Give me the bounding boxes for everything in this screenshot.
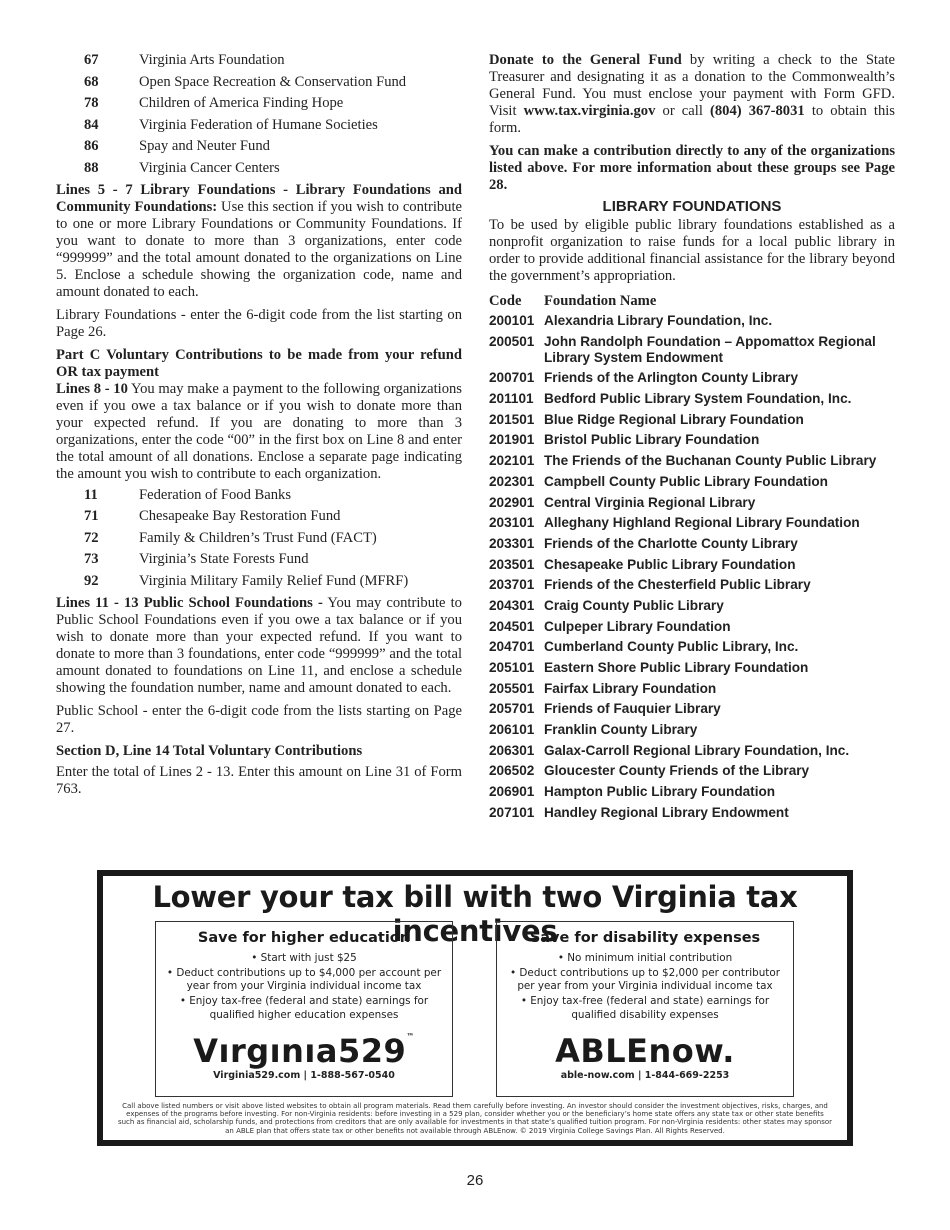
tax-incentive-ad: [97, 870, 853, 1146]
item-code: 86: [84, 138, 99, 155]
foundation-name: Hampton Public Library Foundation: [544, 784, 776, 800]
virginia529-contact[interactable]: Virginia529.com | 1-888-567-0540: [213, 1070, 395, 1082]
table-row: [489, 555, 895, 576]
foundation-code: 205501: [489, 680, 535, 696]
page-number: 26: [466, 1172, 484, 1189]
foundation-code: 201101: [489, 391, 534, 407]
table-row: [489, 513, 895, 534]
item-code: 11: [84, 486, 98, 503]
foundation-list: [489, 311, 895, 824]
foundation-name: Alexandria Library Foundation, Inc.: [544, 313, 773, 328]
direct-contribution-note: You can make a contribution directly to any of the organizations listed above. For more information about these groups see Page 28.: [489, 143, 895, 193]
foundation-code: 203301: [489, 535, 535, 551]
tax-website-link[interactable]: www.tax.virginia.gov: [523, 103, 656, 119]
foundation-code: 205701: [489, 701, 535, 717]
item-code: 92: [84, 572, 99, 589]
general-fund-paragraph: [489, 52, 895, 137]
foundation-code: 203501: [489, 556, 535, 572]
bullet-item: • No minimum initial contribution: [557, 952, 733, 964]
table-row: [489, 575, 895, 596]
part-c-heading: Part C Voluntary Contributions to be made from your refund OR tax payment: [56, 346, 462, 380]
code-column-header: Code: [489, 293, 522, 309]
foundation-code: 204701: [489, 639, 535, 655]
item-name: Federation of Food Banks: [139, 486, 292, 503]
table-row: [489, 410, 895, 431]
foundation-name: Cumberland County Public Library, Inc.: [544, 639, 799, 655]
item-name: Open Space Recreation & Conservation Fund: [139, 73, 407, 90]
logo-text: Vırgınıa529: [193, 1032, 407, 1071]
organization-code-list: [56, 52, 462, 182]
tax-phone-number: (804) 367-8031: [710, 103, 805, 119]
lines-5-7-paragraph: [56, 182, 462, 301]
ablenow-contact[interactable]: able-now.com | 1-844-669-2253: [560, 1070, 730, 1082]
item-code: 72: [84, 529, 99, 546]
foundation-code: 206101: [489, 722, 535, 738]
box-title: Save for higher education: [197, 930, 411, 946]
general-fund-body-3: to obtain this form.: [489, 103, 895, 136]
lines-8-10-heading: Lines 8 - 10: [56, 380, 128, 397]
item-code: 71: [84, 508, 99, 525]
list-item: [56, 487, 462, 509]
ablenow-box: [496, 921, 794, 1097]
section-d-heading: Section D, Line 14 Total Voluntary Contributions: [56, 742, 363, 759]
foundation-name: John Randolph Foundation – Appomattox Regional Library System Endowment: [544, 333, 876, 365]
foundation-name: Craig County Public Library: [544, 597, 724, 613]
foundation-name: Franklin County Library: [544, 722, 698, 738]
list-item: [56, 52, 462, 74]
item-name: Virginia Arts Foundation: [139, 52, 285, 68]
list-item: [56, 138, 462, 160]
lines-8-10-paragraph: [56, 381, 462, 483]
ad-disclaimer: Call above listed numbers or visit above listed websites to obtain all program materials. Read them carefully before investing. An investor should consider the investment objectives, risks, charges, and expenses of the programs before investing. For non-Virginia residents: before investing in a 529 plan, consider whether you or the beneficiary’s home state offers any state tax or other state benefits such as financial aid, scholarship funds, and protections from creditors that are only available for investments in that state’s qualified tuition program. For non-Virginia residents: other states may sponsor an ABLE plan that offers state tax or other benefits not available through ABLEnow. © 2019 Virginia College Savings Plan. All Rights Reserved.: [117, 1102, 833, 1135]
ablenow-logo: ABLEnow.: [555, 1032, 735, 1071]
foundation-name: Gloucester County Friends of the Library: [544, 763, 810, 779]
list-item: [56, 551, 462, 573]
list-item: [56, 508, 462, 530]
list-item: [56, 117, 462, 139]
bullet-item: • Enjoy tax-free (federal and state) earnings for qualified disability expenses: [520, 995, 770, 1021]
list-item: [56, 530, 462, 552]
lines-11-13-paragraph: [56, 595, 462, 697]
bullet-list: [156, 952, 452, 1022]
table-row: [489, 720, 895, 741]
item-code: 84: [84, 116, 99, 133]
item-code: 73: [84, 551, 99, 568]
table-row: [489, 741, 895, 762]
foundation-code: 203101: [489, 515, 535, 531]
right-column: [489, 52, 895, 824]
voluntary-code-list: [56, 487, 462, 595]
lines-11-13-body: You may contribute to Public School Foundations even if you owe a tax balance or if you wish to donate more than your expected refund. If you want to donate to more than 3 foundations, enter code “999999” and the total amount donated to foundations on Line 11, and enclose a schedule showing the foundation number, name and amount donated to each.: [56, 594, 462, 696]
foundation-name: Chesapeake Public Library Foundation: [544, 556, 796, 572]
public-school-note: Public School - enter the 6-digit code from the lists starting on Page 27.: [56, 702, 462, 736]
foundation-code: 200101: [489, 313, 535, 328]
table-row: [489, 430, 895, 451]
item-name: Family & Children’s Trust Fund (FACT): [139, 529, 377, 546]
table-row: [489, 451, 895, 472]
item-name: Chesapeake Bay Restoration Fund: [139, 508, 341, 525]
foundation-name: Friends of the Charlotte County Library: [544, 535, 798, 551]
foundation-name: Friends of the Arlington County Library: [544, 370, 798, 386]
item-code: 67: [84, 52, 99, 68]
general-fund-body-2: or call: [655, 103, 710, 119]
foundation-code: 204301: [489, 597, 535, 613]
list-item: [56, 160, 462, 182]
item-name: Virginia Military Family Relief Fund (MFRF): [139, 572, 409, 589]
foundation-code: 200701: [489, 370, 535, 386]
bullet-item: • Deduct contributions up to $2,000 per contributor per year from your Virginia individual income tax: [510, 966, 780, 993]
item-code: 78: [84, 95, 99, 112]
table-row: [489, 637, 895, 658]
item-name: Virginia’s State Forests Fund: [139, 551, 309, 568]
foundation-code: 205101: [489, 660, 535, 675]
lines-8-10-body: You may make a payment to the following organizations even if you owe a tax balance or if you wish to donate more than your expected refund. If you are donating to more than 3 organizations, enter the code “00” in the first box on Line 8 and enter the total amount of all donations. Enclose a separate page indicating the amount you wish to contribute to each organization.: [56, 380, 462, 482]
table-row: [489, 311, 895, 332]
library-foundations-title: LIBRARY FOUNDATIONS: [602, 198, 782, 215]
table-row: [489, 782, 895, 803]
foundation-name: Central Virginia Regional Library: [544, 494, 756, 510]
bullet-item: • Deduct contributions up to $4,000 per account per year from your Virginia individual income tax: [166, 966, 442, 993]
foundation-name: Friends of the Chesterfield Public Library: [544, 577, 811, 593]
table-row: [489, 699, 895, 720]
foundation-name: Campbell County Public Library Foundation: [544, 473, 828, 489]
table-row: [489, 389, 895, 410]
item-code: 68: [84, 73, 99, 90]
table-row: [489, 534, 895, 555]
table-row: [489, 761, 895, 782]
lines-5-7-body: Use this section if you wish to contribute to one or more Library Foundations or Community Foundations. If you want to donate to more than 3 organizations, enter code “999999” and the total amount donated to the organizations on Line 5. Enclose a schedule showing the organization code, name and amount donated to each.: [56, 198, 462, 300]
section-d-body: Enter the total of Lines 2 - 13. Enter this amount on Line 31 of Form 763.: [56, 763, 462, 797]
foundation-code: 207101: [489, 804, 535, 820]
library-foundations-intro: To be used by eligible public library foundations established as a nonprofit organization to raise funds for a local public library in order to provide additional financial assistance for the library beyond the government’s appropriation.: [489, 217, 895, 284]
bullet-list: [497, 952, 793, 1022]
left-column: [56, 52, 462, 798]
item-name: Virginia Federation of Humane Societies: [139, 116, 378, 133]
foundation-name: Galax-Carroll Regional Library Foundation, Inc.: [544, 742, 850, 758]
item-name: Spay and Neuter Fund: [139, 138, 270, 155]
foundation-code: 201901: [489, 432, 535, 448]
foundation-table-header: [489, 291, 895, 311]
general-fund-body: by writing a check to the State Treasurer and designating it as a donation to the Commonwealth’s General Fund. You must enclose your payment with Form GFD. Visit: [489, 52, 895, 119]
bullet-item: • Enjoy tax-free (federal and state) earnings for qualified higher education expenses: [179, 995, 429, 1021]
ad-headline: Lower your tax bill with two Virginia tax incentives: [152, 880, 798, 948]
lines-11-13-heading: Lines 11 - 13 Public School Foundations -: [56, 594, 323, 611]
virginia529-logo: Vırgınıa529™: [193, 1032, 415, 1071]
foundation-name: Alleghany Highland Regional Library Foundation: [544, 515, 860, 531]
foundation-name: Fairfax Library Foundation: [544, 680, 717, 696]
foundation-code: 206502: [489, 763, 535, 779]
table-row: [489, 658, 895, 679]
item-code: 88: [84, 159, 99, 176]
library-foundations-note: Library Foundations - enter the 6-digit code from the list starting on Page 26.: [56, 306, 462, 340]
list-item: [56, 74, 462, 96]
foundation-code: 204501: [489, 618, 535, 634]
foundation-name: Culpeper Library Foundation: [544, 618, 731, 634]
item-name: Virginia Cancer Centers: [139, 159, 280, 176]
table-row: [489, 596, 895, 617]
name-column-header: Foundation Name: [544, 293, 657, 309]
foundation-name: Eastern Shore Public Library Foundation: [544, 660, 809, 675]
table-row: [489, 803, 895, 824]
general-fund-heading: Donate to the General Fund: [489, 52, 682, 68]
foundation-code: 203701: [489, 577, 535, 593]
table-row: [489, 617, 895, 638]
foundation-code: 201501: [489, 411, 535, 427]
table-row: [489, 493, 895, 514]
table-row: [489, 679, 895, 700]
lines-5-7-heading: Lines 5 - 7 Library Foundations - Library Foundations and Community Foundations:: [56, 181, 462, 215]
foundation-name: The Friends of the Buchanan County Public Library: [544, 453, 877, 469]
box-title: Save for disability expenses: [529, 930, 761, 946]
foundation-code: 202901: [489, 494, 535, 510]
list-item: [56, 95, 462, 117]
foundation-code: 202301: [489, 473, 535, 489]
foundation-name: Handley Regional Library Endowment: [544, 804, 789, 820]
foundation-name: Bedford Public Library System Foundation, Inc.: [544, 391, 852, 407]
bullet-item: • Start with just $25: [251, 952, 357, 964]
foundation-code: 200501: [489, 333, 535, 349]
foundation-name: Bristol Public Library Foundation: [544, 432, 760, 448]
virginia529-box: [155, 921, 453, 1097]
item-name: Children of America Finding Hope: [139, 95, 344, 112]
foundation-code: 202101: [489, 453, 535, 469]
foundation-name: Blue Ridge Regional Library Foundation: [544, 411, 804, 427]
foundation-code: 206901: [489, 784, 535, 800]
table-row: [489, 368, 895, 389]
list-item: [56, 573, 462, 595]
foundation-code: 206301: [489, 742, 535, 758]
table-row: [489, 332, 895, 369]
table-row: [489, 472, 895, 493]
foundation-name: Friends of Fauquier Library: [544, 701, 721, 717]
